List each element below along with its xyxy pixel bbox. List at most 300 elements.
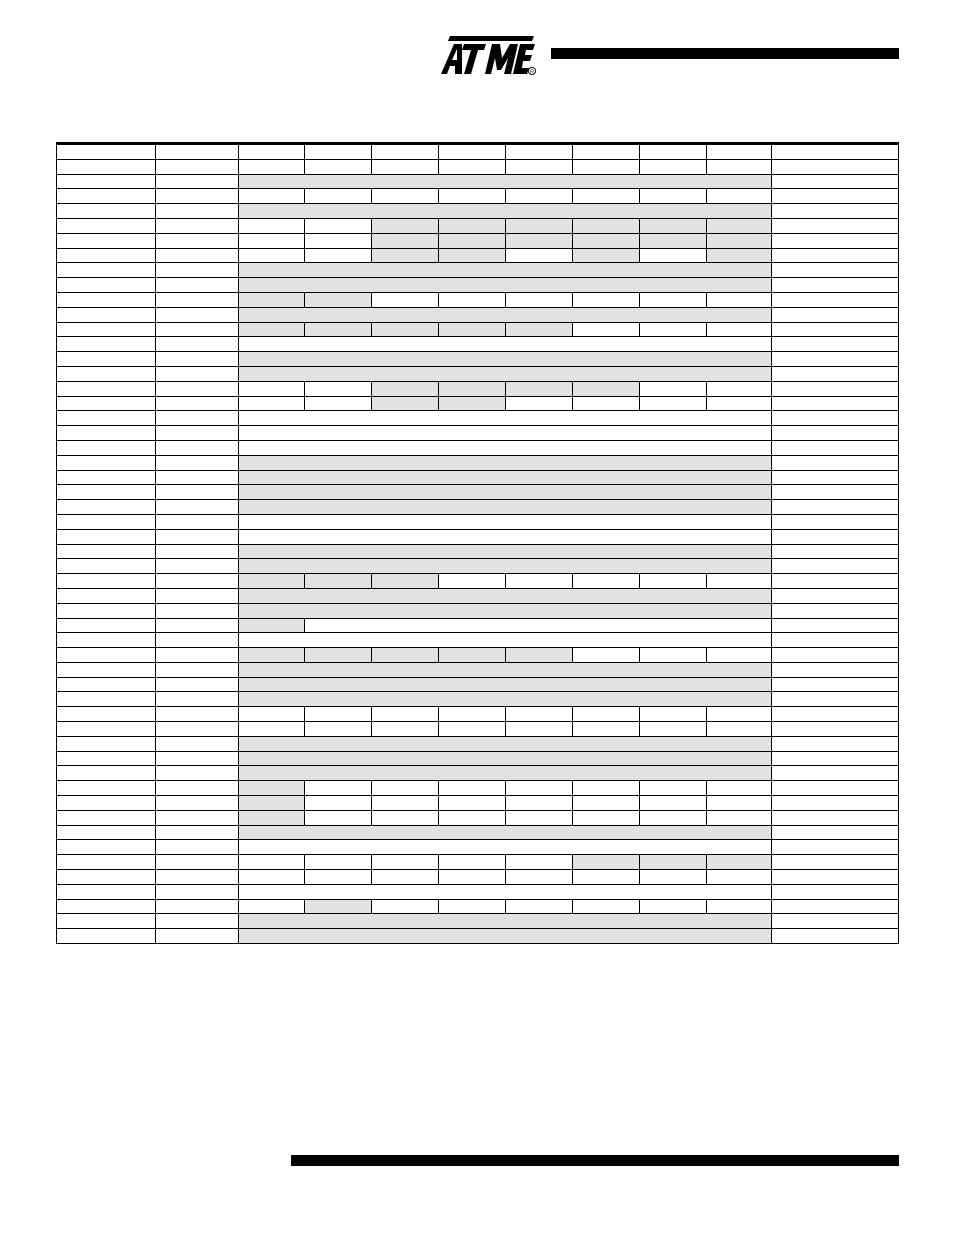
table-cell [239, 440, 772, 455]
table-cell [372, 648, 439, 663]
table-cell [707, 189, 772, 204]
table-cell [156, 870, 239, 885]
table-cell [707, 870, 772, 885]
table-cell [57, 248, 156, 263]
table-cell [57, 529, 156, 544]
table-cell [305, 781, 372, 796]
table-cell [372, 292, 439, 307]
table-cell [640, 899, 707, 914]
table-cell [506, 144, 573, 160]
table-cell [305, 722, 372, 737]
table-cell [156, 440, 239, 455]
table-cell [772, 426, 899, 441]
table-cell [573, 396, 640, 411]
table-cell [707, 233, 772, 248]
table-cell [57, 426, 156, 441]
table-cell [573, 292, 640, 307]
table-cell [156, 929, 239, 944]
table-row [57, 322, 899, 337]
table-cell [772, 707, 899, 722]
table-cell [772, 692, 899, 707]
table-cell [772, 736, 899, 751]
table-cell [772, 455, 899, 470]
table-cell [707, 248, 772, 263]
table-cell [573, 322, 640, 337]
table-cell [305, 870, 372, 885]
table-cell [640, 870, 707, 885]
table-cell [573, 144, 640, 160]
table-cell [57, 144, 156, 160]
table-cell [239, 929, 772, 944]
table-cell [439, 381, 506, 396]
table-cell [640, 159, 707, 174]
table-cell [439, 233, 506, 248]
table-cell [573, 574, 640, 589]
table-cell [772, 366, 899, 381]
table-cell [372, 870, 439, 885]
table-cell [506, 707, 573, 722]
table-cell [372, 233, 439, 248]
table-cell [772, 929, 899, 944]
table-cell [57, 810, 156, 825]
table-cell [772, 189, 899, 204]
table-cell [239, 263, 772, 278]
table-cell [772, 352, 899, 367]
table-cell [707, 810, 772, 825]
table-cell [573, 381, 640, 396]
table-row [57, 766, 899, 781]
table-cell [372, 218, 439, 233]
table-cell [156, 204, 239, 219]
table-cell [372, 707, 439, 722]
table-cell [156, 263, 239, 278]
table-cell [573, 707, 640, 722]
table-row [57, 722, 899, 737]
table-row [57, 189, 899, 204]
table-row [57, 263, 899, 278]
table-cell [439, 159, 506, 174]
table-cell [506, 810, 573, 825]
table-cell [156, 352, 239, 367]
table-cell [772, 796, 899, 811]
table-cell [772, 544, 899, 559]
table-cell [57, 307, 156, 322]
table-cell [506, 159, 573, 174]
table-cell [372, 855, 439, 870]
table-cell [57, 751, 156, 766]
table-cell [156, 159, 239, 174]
table-cell [239, 292, 305, 307]
table-row [57, 707, 899, 722]
table-cell [57, 574, 156, 589]
table-cell [506, 574, 573, 589]
table-cell [573, 233, 640, 248]
table-cell [57, 292, 156, 307]
table-row [57, 648, 899, 663]
table-row [57, 855, 899, 870]
table-cell [156, 337, 239, 352]
table-cell [707, 322, 772, 337]
table-cell [239, 174, 772, 189]
table-cell [707, 574, 772, 589]
header-rule [551, 48, 899, 59]
table-cell [707, 648, 772, 663]
table-cell [772, 810, 899, 825]
table-cell [156, 692, 239, 707]
table-cell [57, 588, 156, 603]
table-row [57, 633, 899, 648]
table-cell [305, 810, 372, 825]
table-cell [239, 618, 305, 633]
table-cell [239, 840, 772, 855]
table-cell [57, 485, 156, 500]
table-cell [57, 633, 156, 648]
table-cell [156, 603, 239, 618]
table-cell [305, 218, 372, 233]
table-cell [239, 559, 772, 574]
table-cell [707, 899, 772, 914]
table-cell [57, 618, 156, 633]
table-row [57, 337, 899, 352]
table-cell [372, 159, 439, 174]
table-cell [57, 440, 156, 455]
table-cell [239, 322, 305, 337]
table-cell [506, 396, 573, 411]
table-cell [573, 899, 640, 914]
footer-rule [291, 1155, 899, 1166]
table-cell [439, 648, 506, 663]
table-row [57, 884, 899, 899]
table-cell [239, 751, 772, 766]
table-cell [57, 781, 156, 796]
table-cell [573, 218, 640, 233]
table-cell [57, 455, 156, 470]
table-cell [156, 899, 239, 914]
table-row [57, 810, 899, 825]
table-cell [156, 529, 239, 544]
table-cell [156, 218, 239, 233]
table-cell [772, 307, 899, 322]
table-cell [57, 870, 156, 885]
table-cell [707, 855, 772, 870]
table-cell [57, 825, 156, 840]
table-cell [772, 855, 899, 870]
table-cell [239, 781, 305, 796]
table-cell [772, 559, 899, 574]
table-cell [772, 529, 899, 544]
table-cell [707, 144, 772, 160]
table-cell [506, 899, 573, 914]
table-cell [772, 204, 899, 219]
table-cell [156, 781, 239, 796]
table-cell [156, 381, 239, 396]
table-cell [506, 648, 573, 663]
table-row [57, 174, 899, 189]
table-cell [506, 248, 573, 263]
table-cell [439, 781, 506, 796]
table-cell [573, 722, 640, 737]
table-cell [772, 322, 899, 337]
table-row [57, 781, 899, 796]
table-cell [239, 411, 772, 426]
table-cell [239, 366, 772, 381]
table-cell [372, 899, 439, 914]
table-cell [239, 514, 772, 529]
table-cell [772, 144, 899, 160]
table-cell [305, 248, 372, 263]
table-cell [239, 337, 772, 352]
table-cell [439, 870, 506, 885]
table-cell [239, 500, 772, 515]
table-cell [772, 159, 899, 174]
table-cell [239, 722, 305, 737]
table-cell [156, 233, 239, 248]
table-cell [573, 159, 640, 174]
table-cell [772, 662, 899, 677]
table-cell [772, 914, 899, 929]
table-cell [772, 588, 899, 603]
table-cell [506, 855, 573, 870]
table-cell [772, 263, 899, 278]
table-cell [305, 292, 372, 307]
table-cell [439, 722, 506, 737]
table-cell [640, 292, 707, 307]
table-cell [772, 233, 899, 248]
register-summary-table [56, 142, 899, 944]
table-cell [239, 189, 305, 204]
table-cell [372, 396, 439, 411]
table-cell [156, 825, 239, 840]
table-cell [239, 159, 305, 174]
table-cell [156, 366, 239, 381]
table-cell [239, 470, 772, 485]
table-cell [707, 781, 772, 796]
table-cell [439, 292, 506, 307]
table-cell [707, 707, 772, 722]
table-cell [239, 588, 772, 603]
table-cell [239, 352, 772, 367]
table-cell [772, 677, 899, 692]
table-row [57, 574, 899, 589]
table-row [57, 529, 899, 544]
table-cell [640, 781, 707, 796]
table-cell [772, 574, 899, 589]
table-row [57, 352, 899, 367]
table-cell [640, 574, 707, 589]
table-cell [640, 218, 707, 233]
table-cell [305, 899, 372, 914]
table-row [57, 218, 899, 233]
table-cell [239, 662, 772, 677]
table-cell [156, 292, 239, 307]
table-row [57, 514, 899, 529]
table-cell [239, 736, 772, 751]
table-cell [305, 796, 372, 811]
table-cell [57, 707, 156, 722]
table-cell [506, 189, 573, 204]
table-cell [772, 470, 899, 485]
table-cell [372, 144, 439, 160]
table-cell [156, 470, 239, 485]
table-cell [156, 707, 239, 722]
table-cell [57, 884, 156, 899]
table-cell [57, 766, 156, 781]
table-cell [239, 307, 772, 322]
table-cell [57, 544, 156, 559]
table-cell [305, 381, 372, 396]
table-cell [305, 396, 372, 411]
table-cell [239, 278, 772, 293]
table-cell [57, 366, 156, 381]
table-cell [156, 559, 239, 574]
table-cell [772, 633, 899, 648]
table-cell [439, 189, 506, 204]
table-cell [772, 411, 899, 426]
table-cell [640, 248, 707, 263]
table-row [57, 455, 899, 470]
table-cell [57, 899, 156, 914]
table-cell [156, 751, 239, 766]
table-cell [156, 662, 239, 677]
table-cell [57, 189, 156, 204]
table-cell [156, 500, 239, 515]
table-cell [372, 381, 439, 396]
table-cell [305, 322, 372, 337]
table-cell [156, 633, 239, 648]
table-cell [57, 218, 156, 233]
table-cell [156, 810, 239, 825]
table-cell [57, 233, 156, 248]
table-cell [57, 692, 156, 707]
table-cell [156, 677, 239, 692]
table-cell [57, 603, 156, 618]
table-row [57, 929, 899, 944]
table-cell [239, 914, 772, 929]
table-cell [239, 574, 305, 589]
table-cell [239, 426, 772, 441]
table-cell [156, 574, 239, 589]
table-cell [772, 870, 899, 885]
table-cell [772, 603, 899, 618]
table-row [57, 144, 899, 160]
table-cell [156, 248, 239, 263]
table-cell [640, 144, 707, 160]
table-cell [707, 218, 772, 233]
table-cell [57, 929, 156, 944]
table-cell [57, 470, 156, 485]
table-row [57, 736, 899, 751]
atmel-logo [440, 30, 540, 78]
table-cell [372, 189, 439, 204]
table-cell [57, 855, 156, 870]
table-cell [57, 840, 156, 855]
table-cell [640, 796, 707, 811]
table-row [57, 292, 899, 307]
table-cell [239, 455, 772, 470]
table-cell [573, 248, 640, 263]
table-cell [57, 396, 156, 411]
table-cell [57, 736, 156, 751]
table-cell [156, 144, 239, 160]
table-cell [506, 292, 573, 307]
table-cell [506, 322, 573, 337]
table-cell [772, 884, 899, 899]
table-cell [439, 796, 506, 811]
table-cell [305, 648, 372, 663]
table-cell [707, 722, 772, 737]
table-cell [772, 248, 899, 263]
table-cell [772, 278, 899, 293]
table-cell [57, 322, 156, 337]
table-cell [156, 455, 239, 470]
table-cell [707, 796, 772, 811]
table-cell [640, 648, 707, 663]
table-row [57, 544, 899, 559]
table-cell [772, 825, 899, 840]
table-cell [156, 618, 239, 633]
table-cell [239, 825, 772, 840]
table-row [57, 692, 899, 707]
table-cell [57, 159, 156, 174]
table-cell [57, 648, 156, 663]
table-cell [573, 870, 640, 885]
table-cell [305, 189, 372, 204]
table-cell [707, 159, 772, 174]
table-cell [239, 766, 772, 781]
table-cell [772, 766, 899, 781]
table-cell [239, 633, 772, 648]
table-cell [772, 722, 899, 737]
table-row [57, 899, 899, 914]
table-cell [439, 810, 506, 825]
table-cell [57, 352, 156, 367]
table-cell [707, 396, 772, 411]
table-cell [640, 381, 707, 396]
table-row [57, 485, 899, 500]
table-cell [57, 263, 156, 278]
table-cell [239, 692, 772, 707]
table-cell [640, 722, 707, 737]
table-cell [372, 322, 439, 337]
table-cell [640, 707, 707, 722]
table-row [57, 559, 899, 574]
table-cell [156, 307, 239, 322]
table-cell [156, 278, 239, 293]
table-cell [239, 796, 305, 811]
table-cell [772, 292, 899, 307]
table-cell [640, 396, 707, 411]
table-cell [57, 514, 156, 529]
table-cell [372, 810, 439, 825]
table-cell [439, 322, 506, 337]
table-cell [772, 899, 899, 914]
table-cell [772, 840, 899, 855]
table-cell [156, 736, 239, 751]
table-cell [156, 855, 239, 870]
table-cell [439, 144, 506, 160]
table-cell [305, 574, 372, 589]
table-row [57, 440, 899, 455]
table-cell [772, 485, 899, 500]
table-row [57, 396, 899, 411]
svg-text:R: R [530, 69, 534, 76]
table-cell [506, 722, 573, 737]
table-cell [506, 381, 573, 396]
table-cell [506, 870, 573, 885]
table-cell [239, 529, 772, 544]
table-cell [239, 381, 305, 396]
table-row [57, 204, 899, 219]
